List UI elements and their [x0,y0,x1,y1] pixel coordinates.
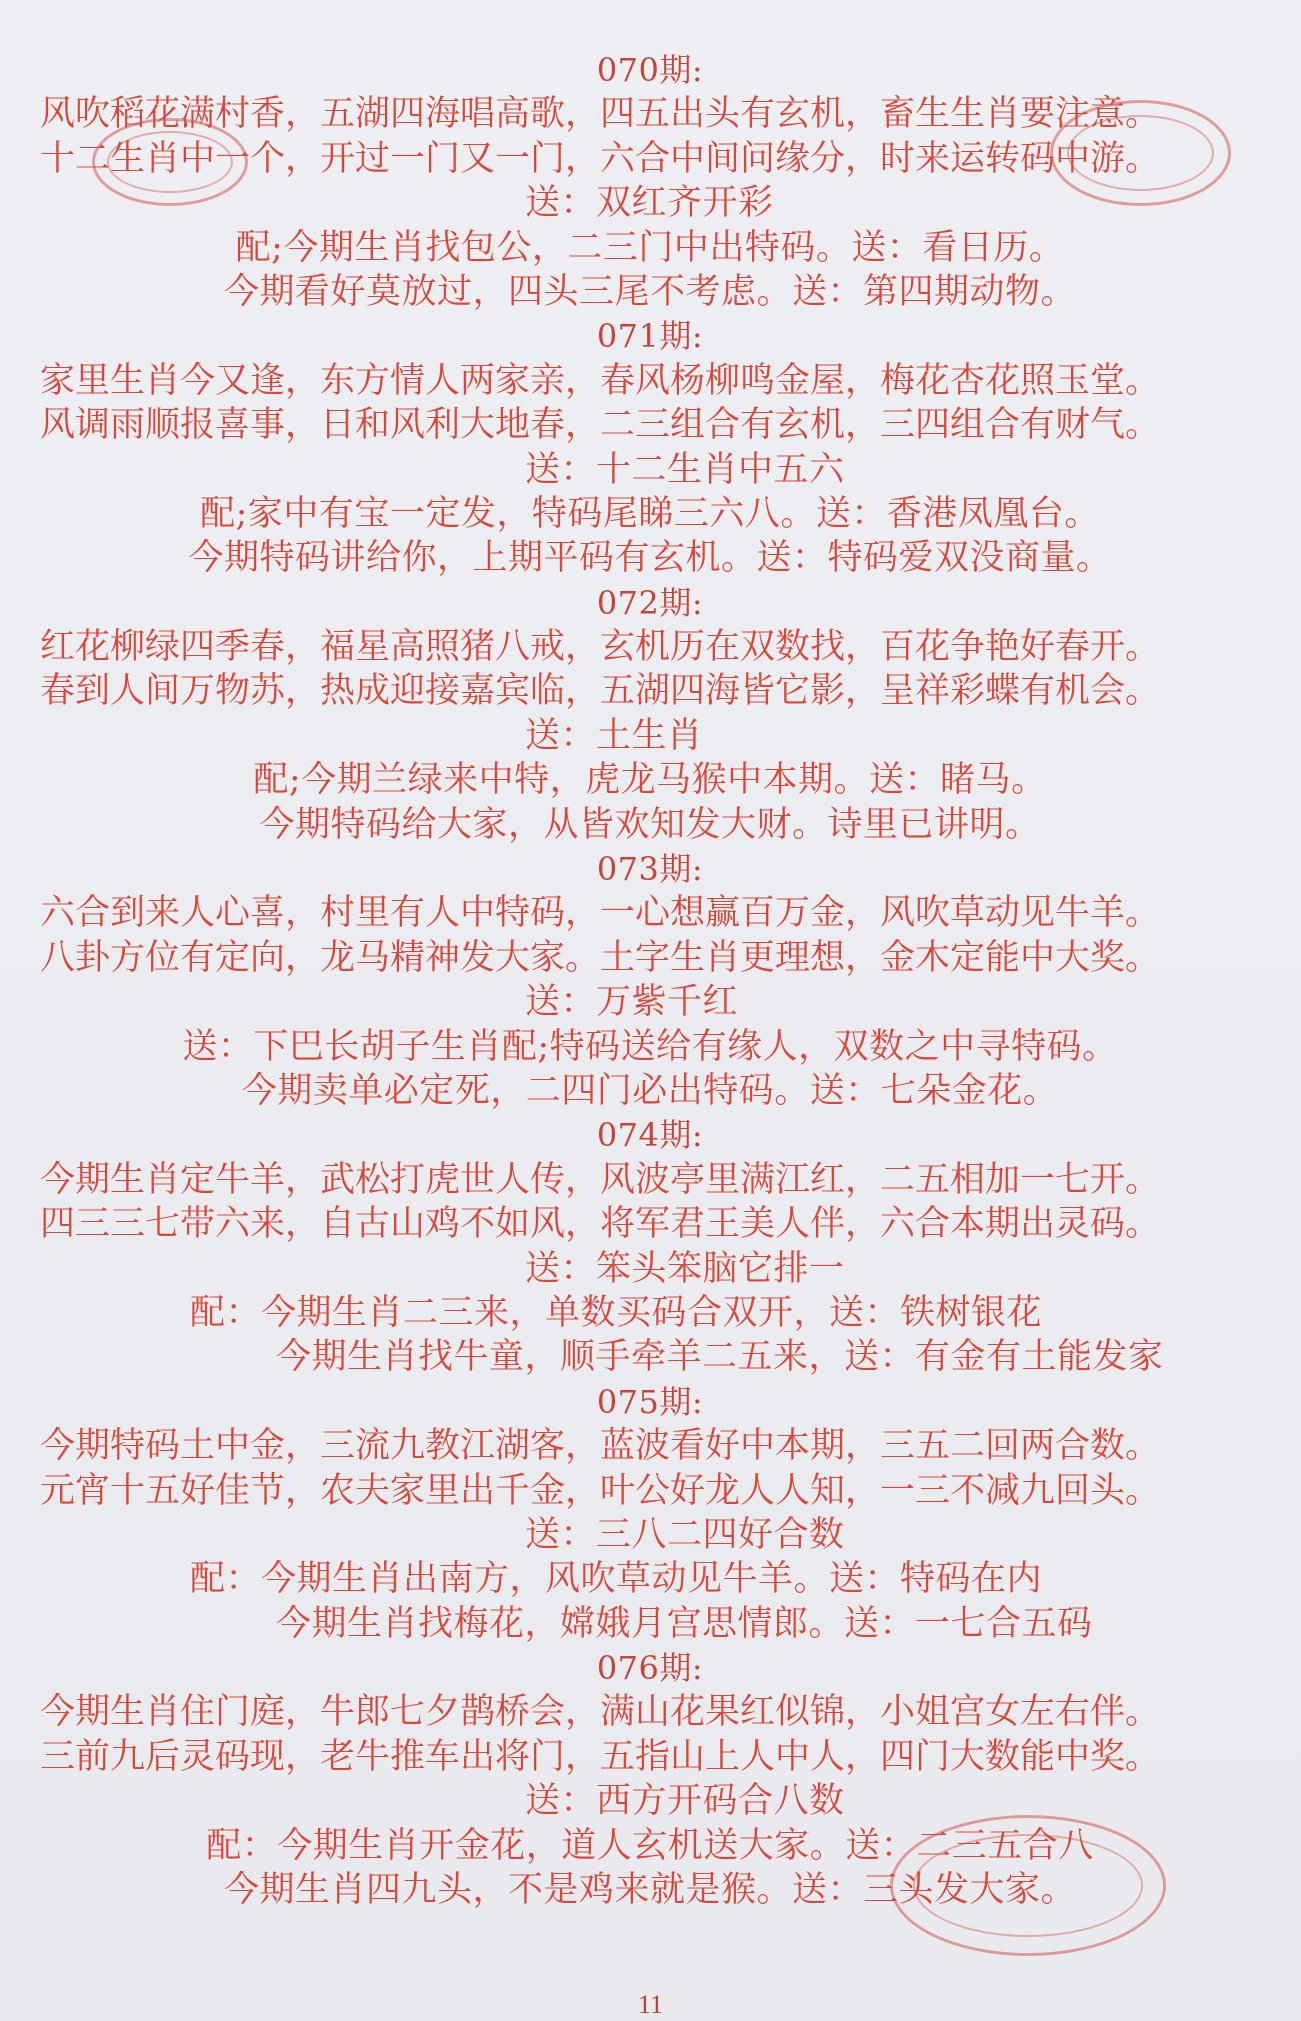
issue-heading: 074期: [596,1116,704,1155]
gift-line: 送：万紫千红 [525,982,739,1023]
poem-line: 八卦方位有定向，龙马精神发大家。土字生肖更理想，金木定能中大奖。 [40,937,1161,978]
issue-heading: 075期: [596,1382,704,1421]
pairing-line: 今期特码讲给你，上期平码有玄机。送：特码爱双没商量。 [188,538,1112,579]
pairing-line: 今期看好莫放过，四头三尾不考虑。送：第四期动物。 [223,271,1076,312]
issue-heading: 072期: [596,583,704,622]
pairing-line: 今期生肖找牛童，顺手牵羊二五来，送：有金有土能发家 [276,1337,1164,1378]
pairing-line: 配：今期生肖开金花，道人玄机送大家。送：二三五合八 [206,1825,1094,1866]
issue-heading: 071期: [596,317,704,356]
poem-line: 风调雨顺报喜事，日和风利大地春，二三组合有玄机，三四组合有财气。 [40,405,1161,446]
gift-line: 送：双红齐开彩 [525,183,774,224]
poem-line: 红花柳绿四季春，福星高照猪八戒，玄机历在双数找，百花争艳好春开。 [40,627,1161,668]
gift-line: 送：西方开码合八数 [525,1781,845,1822]
poem-line: 春到人间万物苏，热成迎接嘉宾临，五湖四海皆它影，呈祥彩蝶有机会。 [40,671,1161,712]
gift-line: 送：土生肖 [525,715,703,756]
poem-line: 六合到来人心喜，村里有人中特码，一心想赢百万金，风吹草动见牛羊。 [40,893,1161,934]
issue-heading: 070期: [596,51,704,89]
poem-line: 今期特码土中金，三流九教江湖客，蓝波看好中本期，三五二回两合数。 [40,1426,1161,1467]
pairing-line: 今期特码给大家，从皆欢知发大财。诗里已讲明。 [259,804,1041,845]
pairing-line: 配：今期生肖出南方，风吹草动见牛羊。送：特码在内 [190,1559,1043,1600]
pairing-line: 今期生肖四九头，不是鸡来就是猴。送：三头发大家。 [223,1870,1076,1911]
gift-line: 送：三八二四好合数 [525,1514,845,1555]
poem-line: 三前九后灵码现，老牛推车出将门，五指山上人中人，四门大数能中奖。 [40,1736,1161,1777]
document-body [40,48,1260,1912]
gift-line: 送：笨头笨脑它排一 [525,1248,845,1289]
page-number: 11 [637,1990,664,2019]
gift-line: 送：十二生肖中五六 [525,449,845,490]
poem-line: 元宵十五好佳节，农夫家里出千金，叶公好龙人人知，一三不减九回头。 [40,1470,1161,1511]
issue-heading: 076期: [596,1649,704,1688]
pairing-line: 今期生肖找梅花，嫦娥月宫思情郎。送：一七合五码 [276,1603,1093,1644]
poem-line: 四三三七带六来，自古山鸡不如风，将军君王美人伴，六合本期出灵码。 [40,1204,1161,1245]
pairing-line: 配;今期生肖找包公，二三门中出特码。送：看日历。 [235,227,1065,268]
pairing-line: 配：今期生肖二三来，单数买码合双开，送：铁树银花 [190,1292,1043,1333]
poem-line: 十二生肖中一个，开过一门又一门，六合中间问缘分，时来运转码中游。 [40,138,1161,179]
pairing-line: 今期卖单必定死，二四门必出特码。送：七朵金花。 [241,1070,1059,1111]
pairing-line: 配;今期兰绿来中特，虎龙马猴中本期。送：睹马。 [253,760,1047,801]
poem-line: 风吹稻花满村香，五湖四海唱高歌，四五出头有玄机，畜生生肖要注意。 [40,94,1161,135]
pairing-line: 配;家中有宝一定发，特码尾睇三六八。送：香港凤凰台。 [200,493,1100,534]
pairing-line: 送：下巴长胡子生肖配;特码送给有缘人，双数之中寻特码。 [182,1026,1118,1067]
issue-heading: 073期: [596,850,704,889]
poem-line: 家里生肖今又逢，东方情人两家亲，春风杨柳鸣金屋，梅花杏花照玉堂。 [40,360,1161,401]
poem-line: 今期生肖定牛羊，武松打虎世人传，风波亭里满江红，二五相加一七开。 [40,1159,1161,1200]
poem-line: 今期生肖住门庭，牛郎七夕鹊桥会，满山花果红似锦，小姐宫女左右伴。 [40,1692,1161,1733]
